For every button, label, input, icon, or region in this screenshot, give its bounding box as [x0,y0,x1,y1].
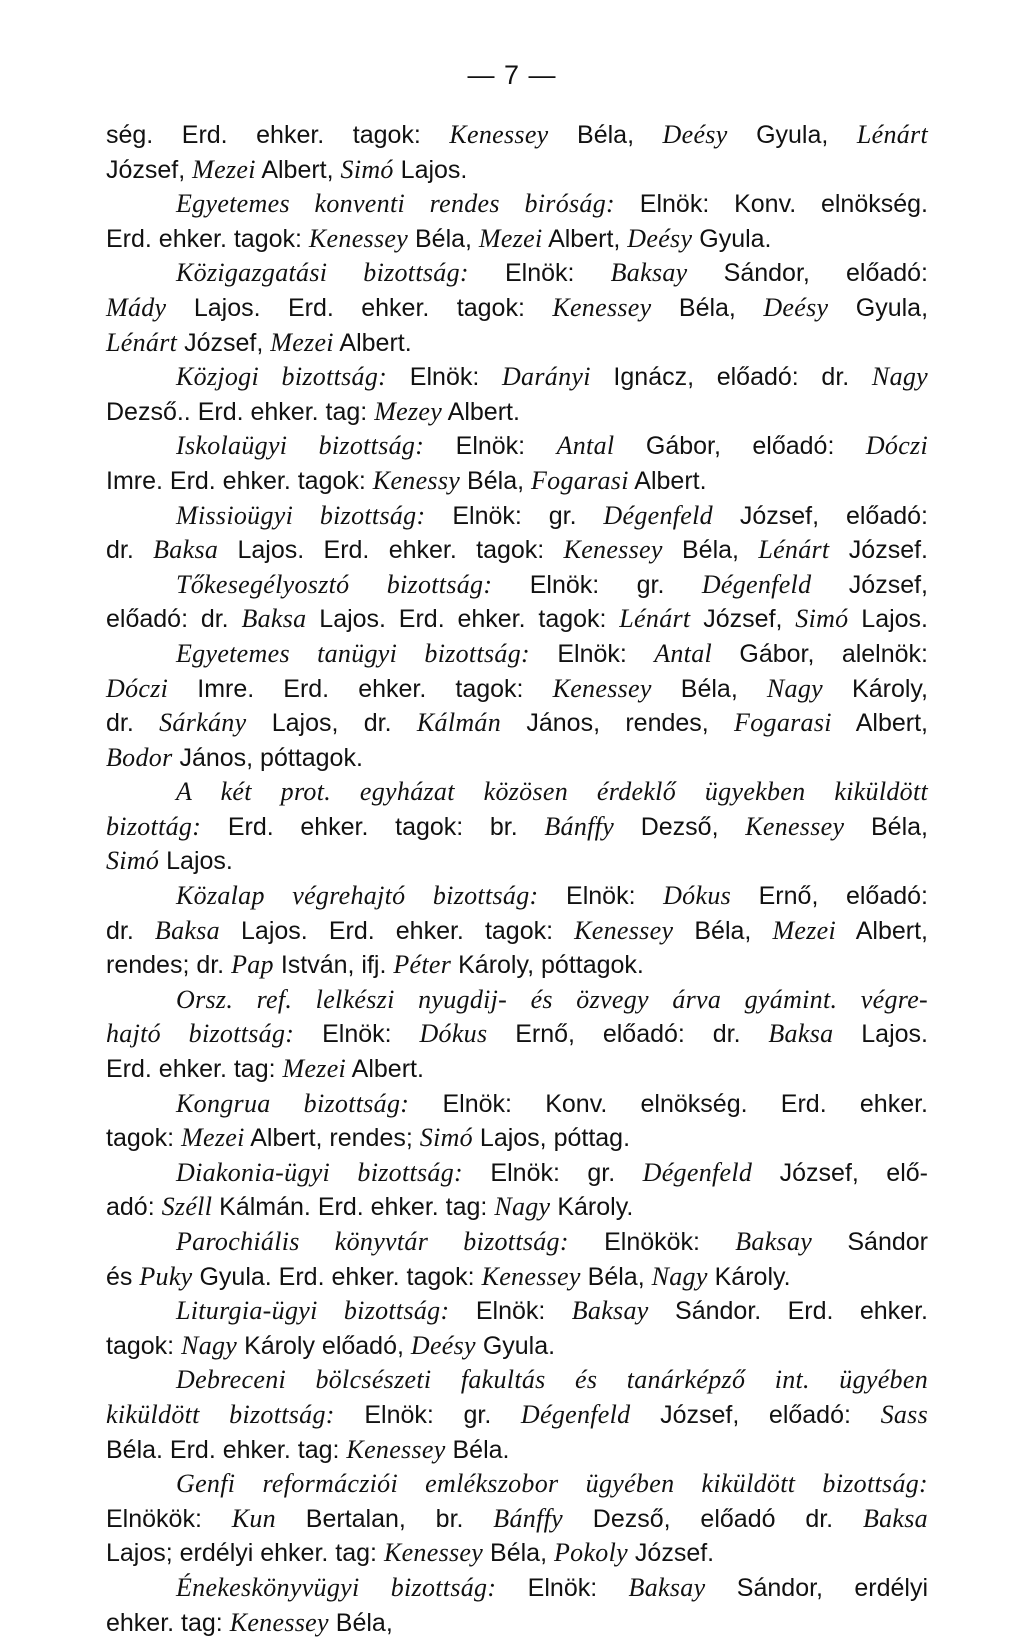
italic-text-segment: Énekeskönyvügyi bizottság: [176,1572,497,1602]
text-segment: Albert. [346,1055,424,1084]
italic-text-segment: Deésy [627,223,693,253]
italic-text-segment: Deésy [410,1330,476,1360]
text-segment: József. [627,1539,715,1568]
text-segment: Elnök: [424,432,557,461]
text-line [106,844,928,879]
text-segment: rendes; dr. [106,951,232,980]
italic-text-segment: Mezei [772,915,837,945]
text-segment: József, [177,328,271,357]
text-segment: Elnök: [387,363,502,392]
text-line [106,1329,928,1364]
text-segment: dr. [106,709,160,738]
text-segment: Lajos, póttag. [472,1124,631,1153]
italic-text-segment: Lénárt [856,120,928,149]
text-segment: Béla, [548,121,663,149]
italic-text-segment: Dókus [663,881,732,911]
text-segment: Károly előadó, [237,1331,411,1360]
italic-text-segment: Parochiális könyvtár bizottság: [176,1227,569,1256]
text-segment: Károly. [707,1262,791,1291]
text-segment: ség. Erd. ehker. tagok: [106,121,450,149]
text-segment: Imre. Erd. ehker. tagok: [168,674,553,703]
text-line [106,1571,928,1606]
italic-text-segment: Közigazgatási bizottság: [176,258,469,288]
text-line [106,810,928,845]
italic-text-segment: Dóczi [106,673,169,703]
text-segment: Albert, [542,224,628,253]
text-segment: Károly. [550,1193,634,1222]
text-segment: Lajos. Erd. ehker. tagok: [166,293,553,322]
text-segment: Sándor, erdélyi [705,1573,929,1602]
text-segment: dr. [106,916,155,945]
italic-text-segment: Széll [161,1192,213,1222]
text-line [106,1467,928,1502]
text-segment: Elnök: [538,882,664,911]
italic-text-segment: Missioügyi bizottság: [176,500,426,530]
italic-text-segment: Egyetemes tanügyi bizottság: [176,638,530,668]
italic-text-segment: Péter [393,950,452,980]
text-line [106,1502,928,1537]
italic-text-segment: Antal [556,431,615,461]
text-segment: előadó: dr. [106,605,242,634]
italic-text-segment: Kálmán [416,708,502,738]
text-line [106,222,928,257]
text-segment: Bertalan, br. [275,1504,494,1533]
text-segment: Albert, rendes; [244,1124,420,1153]
text-segment: Elnök: gr. [462,1158,643,1187]
italic-text-segment: Dégenfeld [701,569,812,599]
text-segment: Imre. Erd. ehker. tagok: [106,466,373,495]
text-segment: Elnök: gr. [492,570,702,599]
text-segment: Erd. ehker. tag: [106,1055,283,1084]
italic-text-segment: Puky [139,1261,193,1291]
italic-text-segment: Dégenfeld [520,1399,631,1429]
italic-text-segment: Simó [419,1123,473,1153]
italic-text-segment: Deésy [662,120,728,149]
text-segment: Albert. [333,328,412,357]
italic-text-segment: Nagy [871,362,929,392]
text-segment: Béla, [460,466,531,495]
italic-text-segment: Nagy [651,1261,708,1291]
text-segment: Elnök: Konv. elnökség. [614,190,928,219]
text-line [106,1398,928,1433]
text-segment: Béla. Erd. ehker. tag: [106,1435,347,1464]
text-line [106,499,928,534]
text-segment: Erd. ehker. tagok: [106,224,309,253]
text-segment: Béla, [483,1539,554,1568]
text-segment: István, ifj. [273,951,394,980]
text-segment: Lajos. Erd. ehker. tagok: [306,605,620,634]
italic-text-segment: Antal [654,638,713,668]
italic-text-segment: Bánffy [544,811,615,841]
text-segment: Gyula. Erd. ehker. tagok: [192,1262,482,1291]
italic-text-segment: Baksay [571,1296,649,1326]
text-line [106,1190,928,1225]
italic-text-segment: Fogarasi [530,465,629,495]
text-segment: Gyula, [828,293,929,322]
italic-text-segment: Lénárt [758,535,830,565]
italic-text-segment: Iskolaügyi bizottság: [176,431,425,461]
text-line [106,326,928,361]
text-segment: Elnökök: [568,1228,736,1256]
text-segment: Albert, [831,709,928,738]
text-segment: Elnök: [496,1573,629,1602]
text-line [106,568,928,603]
text-segment: József, [690,605,796,634]
text-segment: Dezső, [614,812,746,841]
italic-text-segment: Nagy [494,1192,551,1222]
text-line [106,914,928,949]
text-segment: Lajos. [393,155,468,184]
text-segment: Albert, [255,155,341,184]
italic-text-segment: Dóczi [865,431,929,461]
italic-text-segment: Diakonia-ügyi bizottság: [176,1157,463,1187]
text-segment: Béla, [662,536,759,565]
text-segment: Elnök: [449,1297,572,1326]
body-text [106,118,928,1640]
page-number: — 7 — [467,60,557,90]
text-line [106,291,928,326]
italic-text-segment: Nagy [181,1330,238,1360]
italic-text-segment: Kenessey [745,811,845,841]
italic-text-segment: Fogarasi [734,708,832,738]
text-line [106,1294,928,1329]
text-segment: és [106,1262,140,1291]
italic-text-segment: Simó [106,846,160,876]
italic-text-segment: Pokoly [553,1538,628,1568]
text-segment: Lajos. Erd. ehker. tagok: [219,916,575,945]
text-segment: József. [829,536,928,565]
italic-text-segment: Baksa [154,915,220,945]
italic-text-segment: Kenessey [552,673,652,703]
text-segment: Gábor, alelnök: [712,639,928,668]
text-segment: Ernő, előadó: [731,882,928,911]
italic-text-segment: Baksa [153,535,219,565]
italic-text-segment: Darányi [501,362,591,392]
text-segment: Albert, [836,916,928,945]
text-segment: Gábor, előadó: [614,432,866,461]
text-line [106,741,928,776]
italic-text-segment: Kenessey [229,1607,329,1637]
text-segment: József, elő- [752,1158,928,1187]
text-segment: Károly, [822,674,929,703]
text-segment: Dezső, előadó dr. [562,1504,863,1533]
text-line [106,153,928,188]
italic-text-segment: Orsz. ref. lelkészi nyugdij- és özvegy árva gyámint. végre- [176,984,928,1014]
text-segment: Elnök: [468,259,611,288]
text-segment: Béla, [580,1262,652,1291]
italic-text-segment: Kenessey [308,223,409,253]
italic-text-segment: Debreceni bölcsészeti fakultás és tanárképző int. ügyében [176,1365,928,1395]
text-segment: Béla. [445,1435,510,1464]
italic-text-segment: Kenessey [552,292,652,322]
text-segment: Béla, [673,916,773,945]
text-line [106,879,928,914]
text-segment: Elnökök: [106,1504,232,1533]
italic-text-segment: bizottág: [106,811,202,841]
text-segment: ehker. tag: [106,1608,230,1637]
text-segment: Béla, [651,674,767,703]
text-segment: Lajos. [833,1020,928,1049]
text-line [106,360,928,395]
italic-text-segment: Sass [880,1399,928,1429]
italic-text-segment: Baksay [735,1227,813,1256]
text-segment: Károly, póttagok. [451,951,644,980]
text-segment: Elnök: gr. [334,1400,521,1429]
text-line [106,256,928,291]
italic-text-segment: Mezei [192,154,256,184]
text-segment: Lajos. [159,847,233,876]
italic-text-segment: Közjogi bizottság: [176,362,388,392]
text-segment: Sándor. Erd. ehker. [648,1297,928,1326]
text-segment: tagok: [106,1331,182,1360]
text-segment: Erd. ehker. tagok: br. [201,812,545,841]
italic-text-segment: Mády [106,292,167,322]
italic-text-segment: Mezei [270,327,334,357]
italic-text-segment: Kenessey [481,1261,581,1291]
italic-text-segment: Baksa [862,1503,928,1533]
text-segment: Dezső.. Erd. ehker. tag: [106,397,375,426]
text-segment: Gyula. [692,224,772,253]
italic-text-segment: Közalap végrehajtó bizottság: [176,881,539,911]
text-segment: János, póttagok. [172,743,363,772]
text-segment: József, [106,155,193,184]
text-segment: Gyula. [475,1331,556,1360]
italic-text-segment: Sárkány [159,708,247,738]
text-line [106,948,928,983]
italic-text-segment: Kenessey [346,1434,446,1464]
text-line [106,637,928,672]
text-line [106,118,928,153]
text-segment: József, [811,570,928,599]
italic-text-segment: kiküldött bizottság: [106,1399,335,1429]
text-line [106,395,928,430]
italic-text-segment: Baksa [241,604,307,634]
text-line [106,602,928,637]
italic-text-segment: Mezey [374,396,443,426]
text-segment: Elnök: [294,1020,420,1049]
text-segment: József, előadó: [712,501,928,530]
text-line [106,1433,928,1468]
text-line [106,672,928,707]
text-line [106,1052,928,1087]
italic-text-segment: Dégenfeld [642,1157,753,1187]
text-line [106,1606,928,1640]
italic-text-segment: Kun [231,1503,276,1533]
italic-text-segment: Simó [795,604,849,634]
text-segment: János, rendes, [501,709,735,738]
text-segment: Béla, [408,224,479,253]
italic-text-segment: Kenessey [383,1538,484,1568]
text-segment: Albert. [442,397,520,426]
text-segment: adó: [106,1193,162,1222]
text-line [106,187,928,222]
text-segment: Albert. [628,466,707,495]
italic-text-segment: Baksa [768,1019,834,1049]
italic-text-segment: Egyetemes konventi rendes biróság: [176,189,615,219]
text-segment: Sándor [812,1228,928,1256]
italic-text-segment: Lénárt [619,604,691,634]
text-segment: Béla, [844,812,928,841]
text-segment: Lajos. Erd. ehker. tagok: [218,536,564,565]
text-line [106,1017,928,1052]
text-segment: Béla, [651,293,764,322]
text-line [106,1536,928,1571]
italic-text-segment: Kenessey [449,120,549,149]
text-line [106,1121,928,1156]
italic-text-segment: Dókus [419,1019,488,1049]
italic-text-segment: Kenessey [563,535,663,565]
text-segment: tagok: [106,1124,182,1153]
text-segment: Lajos; erdélyi ehker. tag: [106,1539,384,1568]
text-line [106,775,928,810]
text-segment: dr. [106,536,154,565]
text-segment: Gyula, [727,121,857,149]
text-line [106,983,928,1018]
text-segment: Sándor, előadó: [687,259,929,288]
italic-text-segment: Genfi reformácziói emlékszobor ügyében kiküldött bizottság: [176,1469,928,1499]
text-line [106,706,928,741]
text-segment: Elnök: Konv. elnökség. Erd. ehker. [409,1089,928,1118]
text-line [106,464,928,499]
italic-text-segment: Bánffy [493,1503,563,1533]
italic-text-segment: Kenessy [372,465,461,495]
italic-text-segment: Mezei [181,1123,245,1153]
text-segment: József, előadó: [630,1400,881,1429]
text-segment: Elnök: [529,639,655,668]
text-segment: Lajos. [848,605,929,634]
italic-text-segment: Liturgia-ügyi bizottság: [176,1296,450,1326]
italic-text-segment: Pap [231,950,274,980]
italic-text-segment: Nagy [766,673,823,703]
text-segment: Elnök: gr. [425,501,604,530]
italic-text-segment: Kenessey [574,915,674,945]
italic-text-segment: Mezei [282,1054,347,1084]
italic-text-segment: Tőkesegélyosztó bizottság: [176,569,493,599]
text-segment: Ernő, előadó: dr. [487,1020,769,1049]
text-line [106,1156,928,1191]
text-line [106,1260,928,1295]
text-segment: Ignácz, előadó: dr. [590,363,872,392]
italic-text-segment: Baksay [610,258,688,288]
italic-text-segment: Kongrua bizottság: [176,1088,410,1118]
text-segment: Béla, [328,1608,393,1637]
italic-text-segment: Bodor [106,742,173,772]
text-line [106,1225,928,1260]
text-line [106,1087,928,1122]
italic-text-segment: Dégenfeld [603,500,713,530]
italic-text-segment: hajtó bizottság: [106,1019,295,1049]
text-line [106,533,928,568]
text-line [106,429,928,464]
italic-text-segment: A két prot. egyházat közösen érdeklő ügyekben kiküldött [176,777,928,807]
italic-text-segment: Baksay [628,1572,706,1602]
italic-text-segment: Simó [340,154,394,184]
text-segment: Kálmán. Erd. ehker. tag: [212,1193,495,1222]
italic-text-segment: Lénárt [106,327,178,357]
text-segment: Lajos, dr. [246,709,417,738]
text-line [106,1363,928,1398]
italic-text-segment: Deésy [763,292,829,322]
italic-text-segment: Mezei [478,223,543,253]
